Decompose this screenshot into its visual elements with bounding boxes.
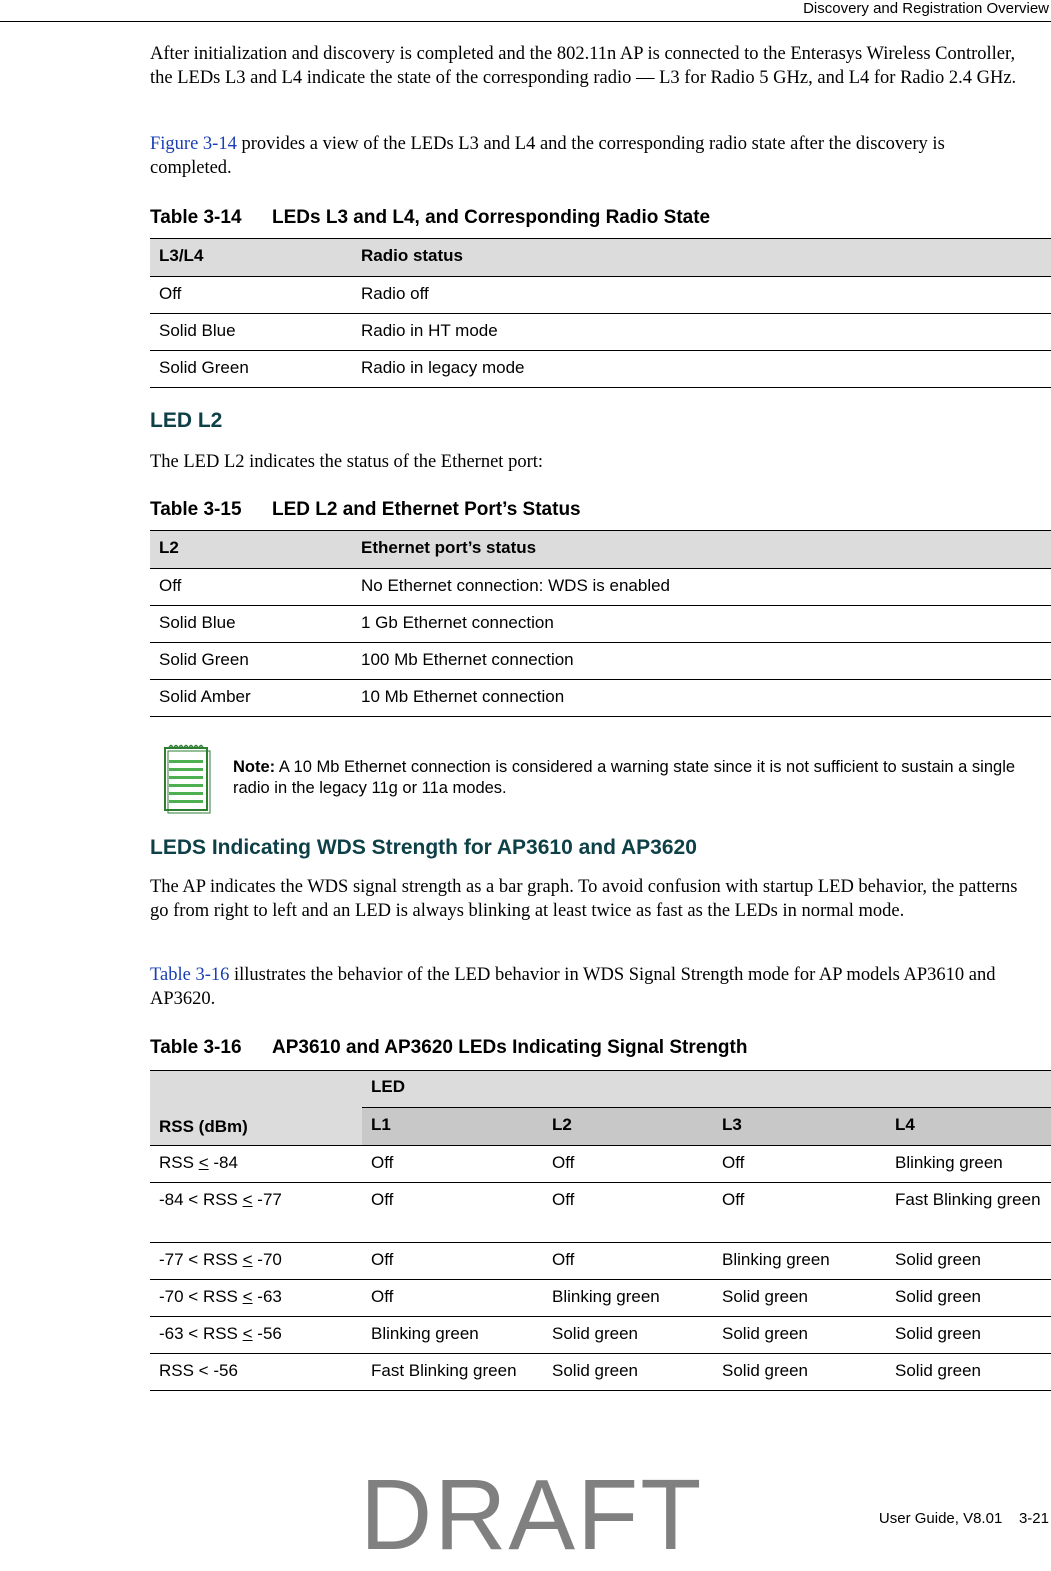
table-link[interactable]: Table 3-16 (150, 965, 230, 985)
rss-threshold-text: -84 (208, 1153, 238, 1172)
note-body: A 10 Mb Ethernet connection is considered a warning state since it is not sufficient to sustain a single radio in the legacy 11g or 11a modes. (233, 758, 1016, 797)
table-16-row (150, 1317, 1051, 1354)
note-icon (163, 744, 211, 819)
rss-threshold-text: -56 (252, 1324, 282, 1343)
intro-paragraph-2 (150, 132, 1051, 180)
table-14-row (150, 314, 1051, 351)
table-14-cell: Off (150, 277, 352, 314)
rss-range-text: -63 < RSS (159, 1324, 243, 1343)
table-16-header-led: LED (362, 1071, 1051, 1108)
table-16-led-cell: Off (543, 1243, 713, 1280)
rss-range-text: -77 < RSS (159, 1250, 243, 1269)
table-15-cell: Off (150, 569, 352, 606)
table-14-caption (150, 207, 1051, 229)
table-16-caption (150, 1037, 1051, 1059)
table-16-number: Table 3-16 (150, 1037, 242, 1058)
table-15-number: Table 3-15 (150, 499, 242, 520)
rss-range-text: RSS (159, 1153, 199, 1172)
rss-threshold-text: -63 (252, 1287, 282, 1306)
table-16-header-rss: RSS (dBm) (150, 1071, 362, 1146)
table-16-rss-cell (150, 1354, 362, 1391)
table-16-header-l3: L3 (713, 1108, 886, 1146)
table-14-row (150, 277, 1051, 314)
table-15-row (150, 680, 1051, 717)
figure-link[interactable]: Figure 3-14 (150, 134, 237, 154)
table-16-header-l4: L4 (886, 1108, 1051, 1146)
table-16-led-cell: Off (362, 1183, 543, 1243)
table-16-led-cell: Solid green (543, 1354, 713, 1391)
footer (879, 1510, 1049, 1527)
table-15-cell: 10 Mb Ethernet connection (352, 680, 1051, 717)
table-16-led-cell: Solid green (886, 1317, 1051, 1354)
rss-range-text: -84 < RSS (159, 1190, 243, 1209)
table-16-row (150, 1183, 1051, 1243)
table-14-cell: Solid Green (150, 351, 352, 388)
table-15-cell: No Ethernet connection: WDS is enabled (352, 569, 1051, 606)
table-16-rss-cell (150, 1317, 362, 1354)
running-header: Discovery and Registration Overview (803, 0, 1049, 17)
table-16-rss-cell (150, 1146, 362, 1183)
table-14-title: LEDs L3 and L4, and Corresponding Radio State (272, 207, 711, 228)
table-16-led-cell: Off (362, 1146, 543, 1183)
table-15-cell: 1 Gb Ethernet connection (352, 606, 1051, 643)
table-16-rss-cell (150, 1243, 362, 1280)
table-16-led-cell: Solid green (886, 1243, 1051, 1280)
table-14-header-radio-status: Radio status (352, 239, 1051, 277)
table-16-header-l2: L2 (543, 1108, 713, 1146)
rss-range-text: RSS < -56 (159, 1361, 238, 1380)
rss-operator: < (242, 1324, 253, 1343)
table-16-led-cell: Solid green (886, 1354, 1051, 1391)
led-l2-heading: LED L2 (150, 409, 223, 432)
wds-paragraph-1: The AP indicates the WDS signal strength as a bar graph. To avoid confusion with startup LED behavior, the patterns go from right to left and an LED is always blinking at least twice as fast as the LEDs in normal mode. (150, 877, 1018, 921)
table-16-led-cell: Blinking green (886, 1146, 1051, 1183)
table-15-row (150, 606, 1051, 643)
rss-operator: < (242, 1190, 253, 1209)
table-16-led-cell: Off (543, 1146, 713, 1183)
intro-paragraph-1: After initialization and discovery is completed and the 802.11n AP is connected to the Enterasys Wireless Controller, the LEDs L3 and L4 indicate the state of the corresponding radio — L3 for Radio 5 GHz, and L4 for Radio 2.4 GHz. (150, 44, 1017, 88)
note-label: Note: (233, 758, 276, 776)
table-16-rss-cell (150, 1183, 362, 1243)
table-15-caption (150, 499, 1051, 521)
intro-paragraph-2-text: provides a view of the LEDs L3 and L4 and the corresponding radio state after the discovery is completed. (150, 134, 945, 178)
table-16-row (150, 1354, 1051, 1391)
table-16-row (150, 1146, 1051, 1183)
table-16-row (150, 1280, 1051, 1317)
table-16-led-cell: Blinking green (543, 1280, 713, 1317)
table-16-led-cell: Blinking green (362, 1317, 543, 1354)
table-16-led-cell: Fast Blinking green (886, 1183, 1051, 1243)
table-15-row (150, 569, 1051, 606)
wds-paragraph-2 (150, 963, 1051, 1011)
table-16-led-cell: Fast Blinking green (362, 1354, 543, 1391)
table-16-led-cell: Solid green (713, 1317, 886, 1354)
wds-heading: LEDS Indicating WDS Strength for AP3610 and AP3620 (150, 836, 697, 859)
draft-watermark: DRAFT (360, 1459, 704, 1571)
table-14-number: Table 3-14 (150, 207, 242, 228)
table-14-cell: Radio in HT mode (352, 314, 1051, 351)
table-16-led-cell: Off (362, 1243, 543, 1280)
table-16 (150, 1070, 1051, 1391)
table-16-led-cell: Off (543, 1183, 713, 1243)
table-14-header-l3l4: L3/L4 (150, 239, 352, 277)
table-16-title: AP3610 and AP3620 LEDs Indicating Signal Strength (272, 1037, 748, 1058)
wds-paragraph-2-text: illustrates the behavior of the LED behavior in WDS Signal Strength mode for AP models AP3610 and AP3620. (150, 965, 996, 1009)
table-14-cell: Radio off (352, 277, 1051, 314)
table-16-header-l1: L1 (362, 1108, 543, 1146)
table-15-cell: 100 Mb Ethernet connection (352, 643, 1051, 680)
table-15-cell: Solid Blue (150, 606, 352, 643)
table-16-led-cell: Off (713, 1146, 886, 1183)
table-16-row (150, 1243, 1051, 1280)
table-14-cell: Radio in legacy mode (352, 351, 1051, 388)
table-15-header-ethernet-status: Ethernet port’s status (352, 531, 1051, 569)
table-15-row (150, 643, 1051, 680)
rss-operator: < (198, 1153, 209, 1172)
table-14-cell: Solid Blue (150, 314, 352, 351)
table-16-led-cell: Solid green (886, 1280, 1051, 1317)
table-15-header-l2: L2 (150, 531, 352, 569)
table-14 (150, 238, 1051, 388)
table-15-cell: Solid Green (150, 643, 352, 680)
note-text (233, 757, 1049, 799)
table-16-rss-cell (150, 1280, 362, 1317)
rss-range-text: -70 < RSS (159, 1287, 243, 1306)
table-15-title: LED L2 and Ethernet Port’s Status (272, 499, 581, 520)
rss-threshold-text: -77 (252, 1190, 282, 1209)
rss-threshold-text: -70 (252, 1250, 282, 1269)
table-15 (150, 530, 1051, 717)
table-16-led-cell: Blinking green (713, 1243, 886, 1280)
rss-operator: < (242, 1287, 253, 1306)
table-14-row (150, 351, 1051, 388)
footer-page-number: 3-21 (1018, 1510, 1049, 1527)
table-16-led-cell: Solid green (713, 1280, 886, 1317)
table-16-led-cell: Off (362, 1280, 543, 1317)
table-16-led-cell: Off (713, 1183, 886, 1243)
header-rule (0, 21, 1051, 22)
table-16-led-cell: Solid green (543, 1317, 713, 1354)
led-l2-text: The LED L2 indicates the status of the Ethernet port: (150, 452, 544, 472)
table-15-cell: Solid Amber (150, 680, 352, 717)
rss-operator: < (242, 1250, 253, 1269)
table-16-led-cell: Solid green (713, 1354, 886, 1391)
footer-guide: User Guide, V8.01 (878, 1510, 1003, 1527)
